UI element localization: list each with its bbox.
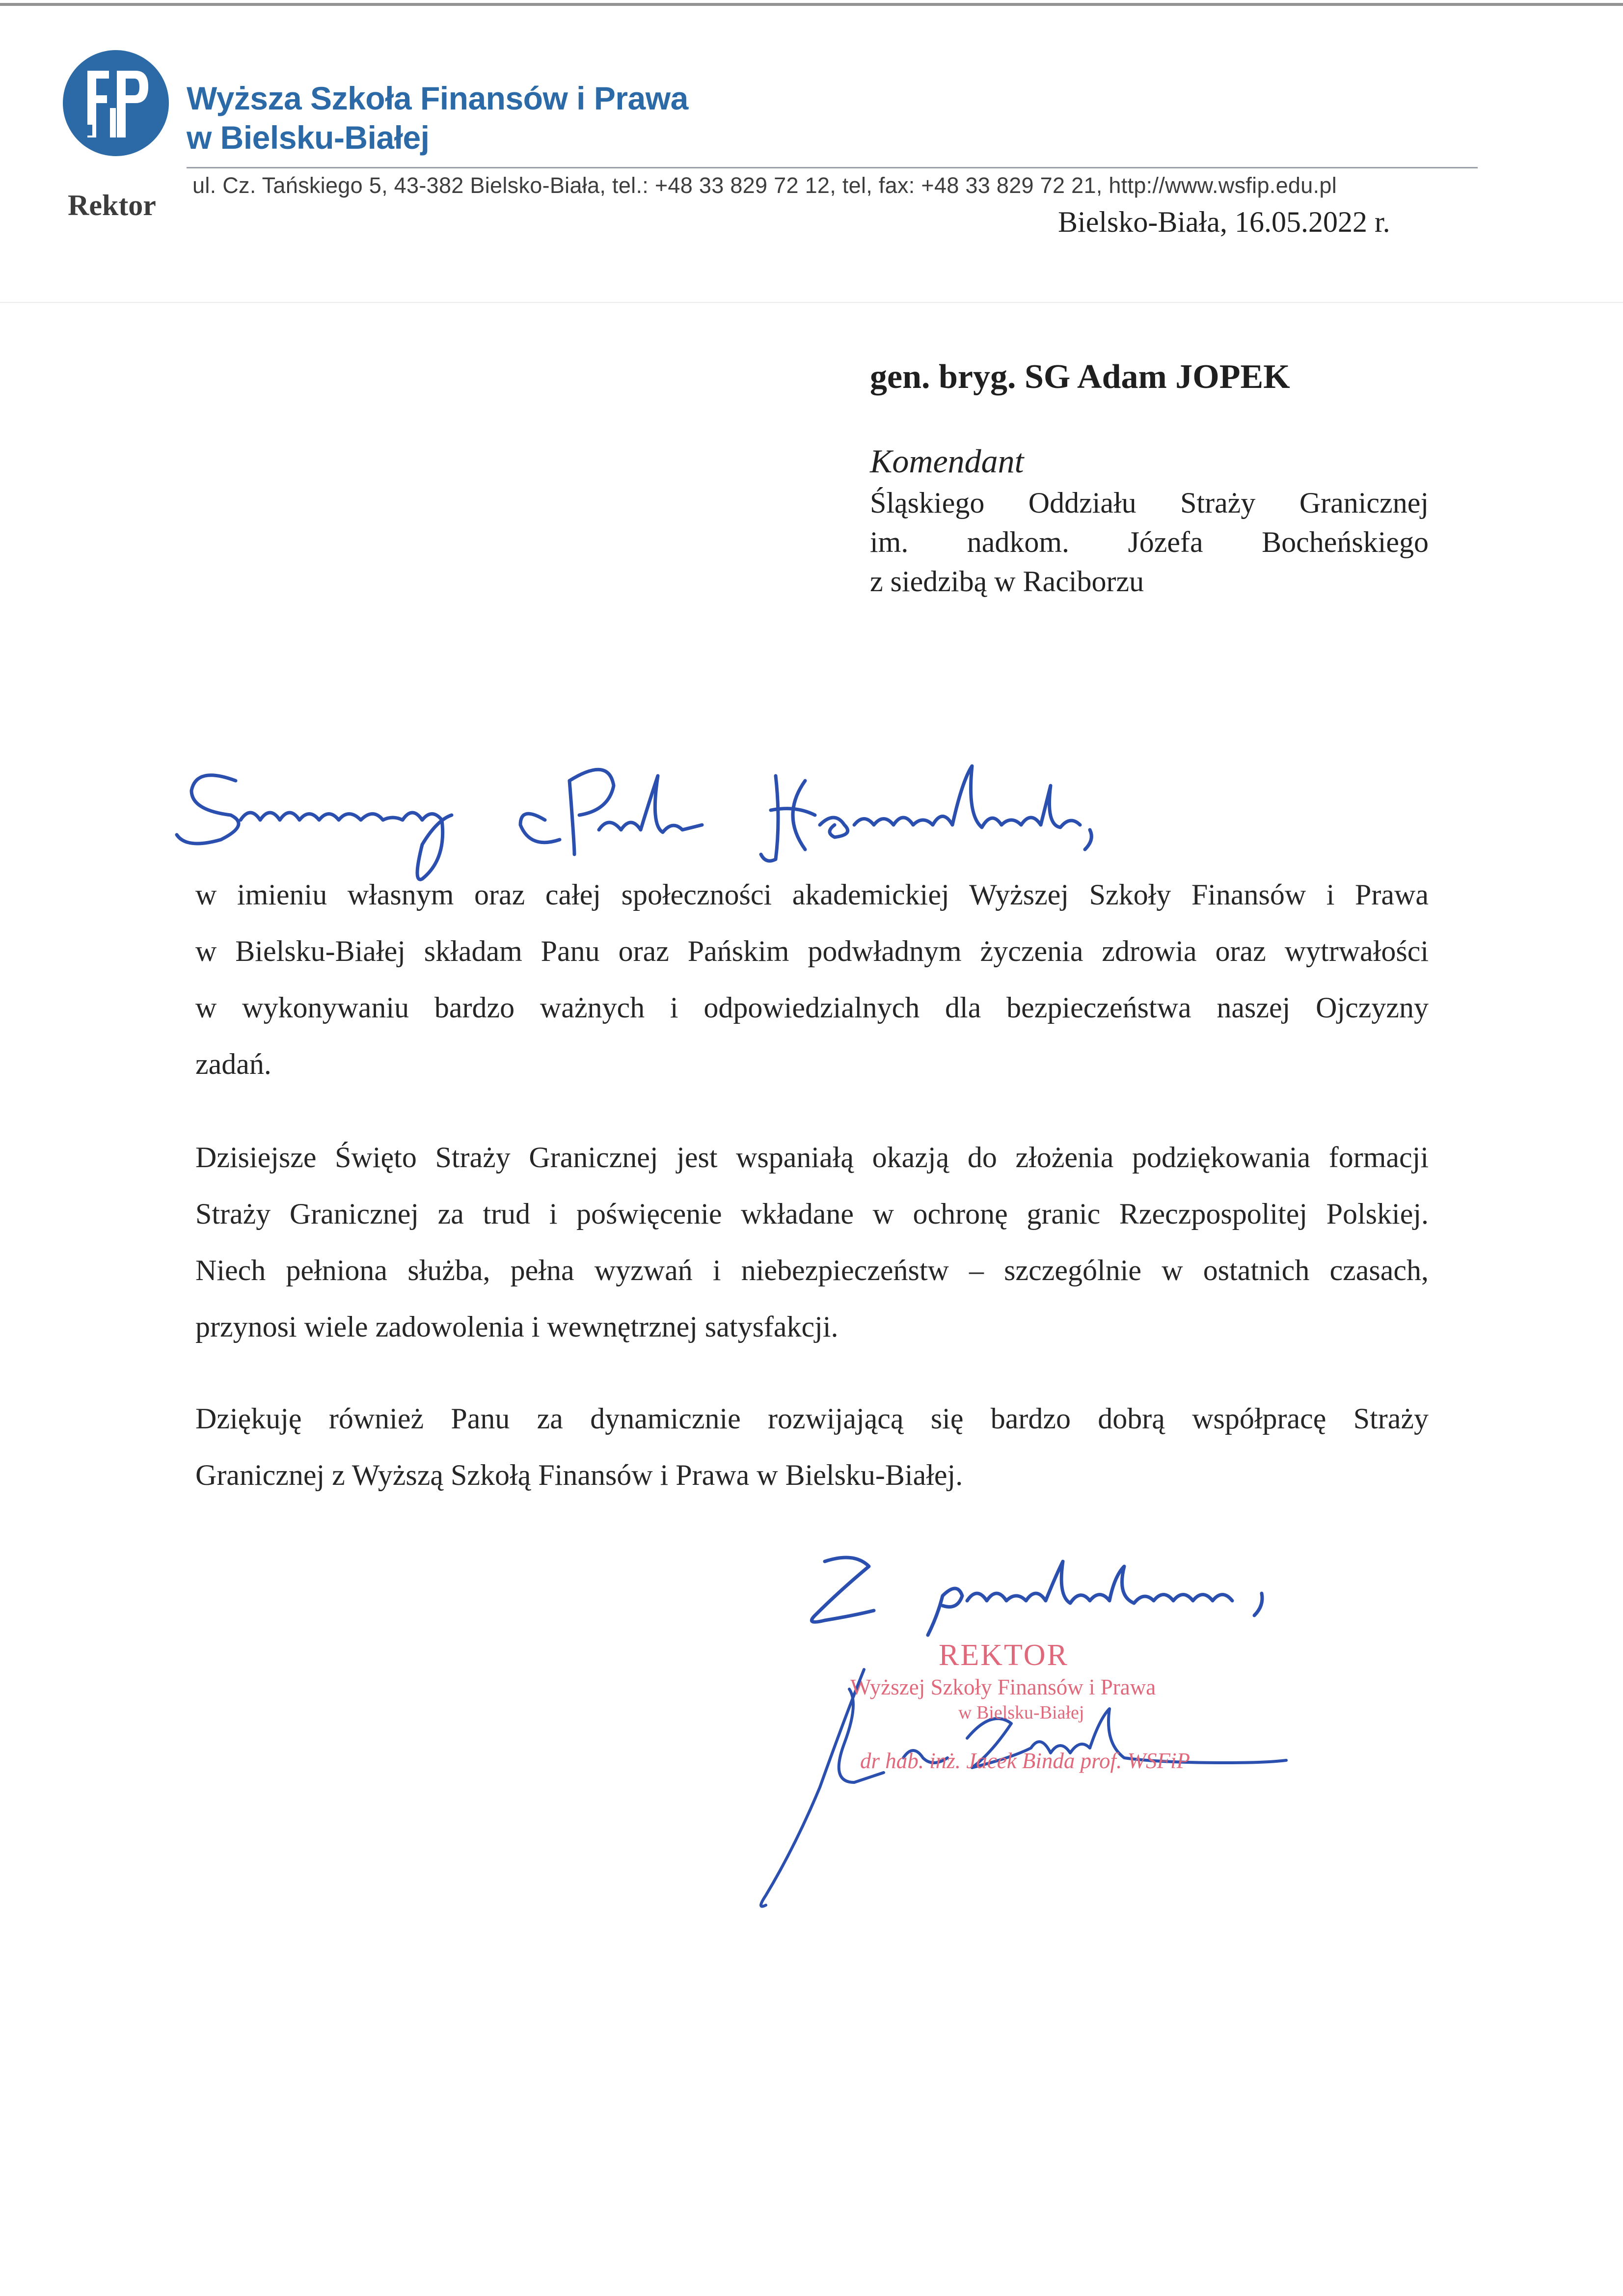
scan-fold-line [0,302,1623,303]
body-line: w Bielsku-Białej składam Panu oraz Pańskim podwładnym życzenia zdrowia oraz wytrwałości [195,935,1429,967]
addressee-line: im. nadkom. Józefa Bocheńskiego [870,526,1429,558]
handwritten-closing [795,1547,1296,1640]
stamp-title: REKTOR [939,1639,1069,1672]
university-name [187,79,688,157]
body-line: w imieniu własnym oraz całej społeczności akademickiej Wyższej Szkoły Finansów i Prawa [195,878,1429,911]
handwritten-salutation [167,746,1109,884]
university-name-line2: w Bielsku-Białej [187,119,430,156]
stamp-name: dr hab. inż. Jacek Binda prof. WSFiP [860,1749,1190,1773]
body-line: Dziękuję również Panu za dynamicznie rozwijającą się bardzo dobrą współpracę Straży [195,1402,1429,1435]
body-line: w wykonywaniu bardzo ważnych i odpowiedzialnych dla bezpieczeństwa naszej Ojczyzny [195,991,1429,1024]
addressee-role: Komendant [870,442,1024,480]
body-line: Straży Granicznej za trud i poświęcenie wkładane w ochronę granic Rzeczpospolitej Polskiej. [195,1198,1429,1230]
office-label: Rektor [68,189,156,221]
body-line: przynosi wiele zadowolenia i wewnętrznej satysfakcji. [195,1311,839,1343]
university-name-line1: Wyższa Szkoła Finansów i Prawa [187,80,688,116]
addressee-name: gen. bryg. SG Adam JOPEK [870,358,1290,396]
body-line: Dzisiejsze Święto Straży Granicznej jest wspaniałą okazją do złożenia podziękowania formacji [195,1141,1429,1174]
body-paragraph [195,1129,1429,1355]
body-line: Granicznej z Wyższą Szkołą Finansów i Prawa w Bielsku-Białej. [195,1459,963,1491]
body-paragraph [195,1391,1429,1503]
letter-date: Bielsko-Biała, 16.05.2022 r. [1058,206,1390,238]
stamp-city: w Bielsku-Białej [958,1702,1084,1723]
stamp-institution: Wyższej Szkoły Finansów i Prawa [850,1675,1156,1699]
addressee-line: Śląskiego Oddziału Straży Granicznej [870,487,1429,519]
addressee-line: z siedzibą w Raciborzu [870,565,1144,598]
header-divider [187,167,1478,168]
university-address: ul. Cz. Tańskiego 5, 43-382 Bielsko-Biała, tel.: +48 33 829 72 12, tel, fax: +48 33 829 72 21, http://www.wsfip.edu.pl [192,173,1337,198]
body-line: zadań. [195,1048,271,1080]
body-line: Niech pełniona służba, pełna wyzwań i niebezpieczeństw – szczególnie w ostatnich czasach, [195,1254,1429,1286]
university-logo-icon [62,49,170,157]
scan-edge [0,3,1623,6]
body-paragraph [195,867,1429,1093]
